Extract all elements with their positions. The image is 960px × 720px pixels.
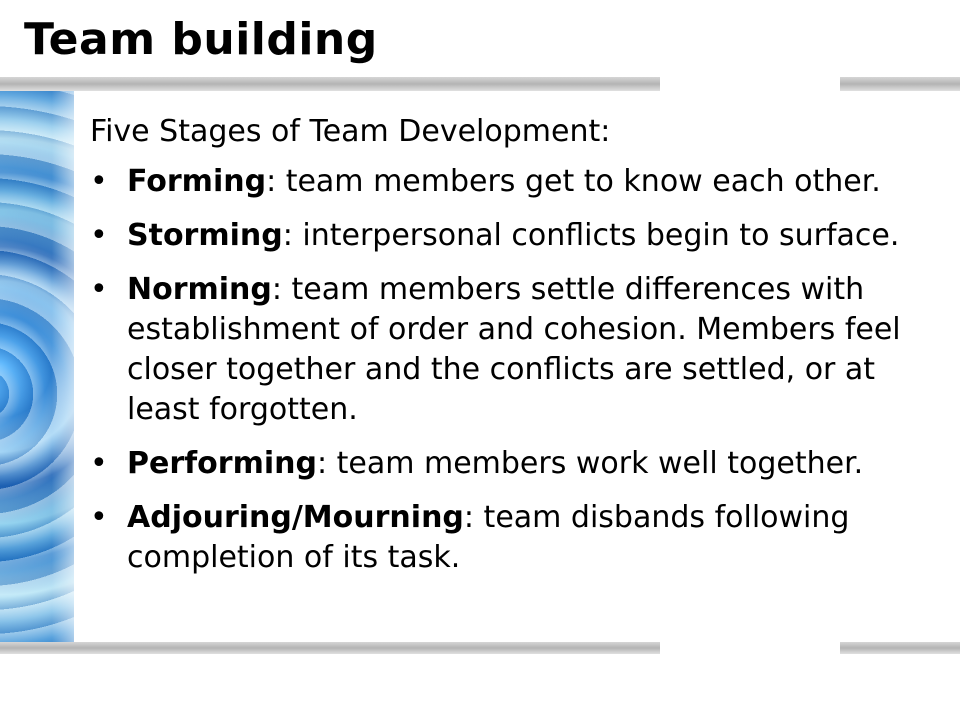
bullet-icon: • xyxy=(90,218,108,253)
slide-title: Team building xyxy=(24,14,378,65)
top-divider-right xyxy=(840,77,960,91)
stages-list xyxy=(90,162,952,578)
stage-term: Norming xyxy=(127,272,272,307)
stage-item-adjourning xyxy=(90,498,952,578)
slide-body xyxy=(90,112,952,592)
stage-description: : team members settle differences with establishment of order and cohesion. Members feel closer together and the conflicts are settled, or at least forgotten. xyxy=(127,272,901,427)
stage-term: Adjouring/Mourning xyxy=(127,500,464,535)
stage-description: : team members work well together. xyxy=(316,446,864,481)
bottom-divider-left xyxy=(0,642,660,654)
stage-description: : team disbands following completion of its task. xyxy=(127,500,850,575)
stage-item-norming xyxy=(90,270,952,430)
stage-item-performing xyxy=(90,444,952,484)
decorative-blue-panel xyxy=(0,91,74,642)
stage-description: : team members get to know each other. xyxy=(266,164,881,199)
stage-description: : interpersonal conflicts begin to surface. xyxy=(282,218,900,253)
top-divider-left xyxy=(0,77,660,91)
stage-term: Performing xyxy=(127,446,317,481)
stage-term: Forming xyxy=(127,164,267,199)
bullet-icon: • xyxy=(90,164,108,199)
bullet-icon: • xyxy=(90,272,108,307)
intro-text: Five Stages of Team Development: xyxy=(90,114,611,149)
stage-term: Storming xyxy=(127,218,283,253)
bottom-divider-right xyxy=(840,642,960,654)
bullet-icon: • xyxy=(90,500,108,535)
bullet-icon: • xyxy=(90,446,108,481)
stage-item-storming xyxy=(90,216,952,256)
stage-item-forming xyxy=(90,162,952,202)
